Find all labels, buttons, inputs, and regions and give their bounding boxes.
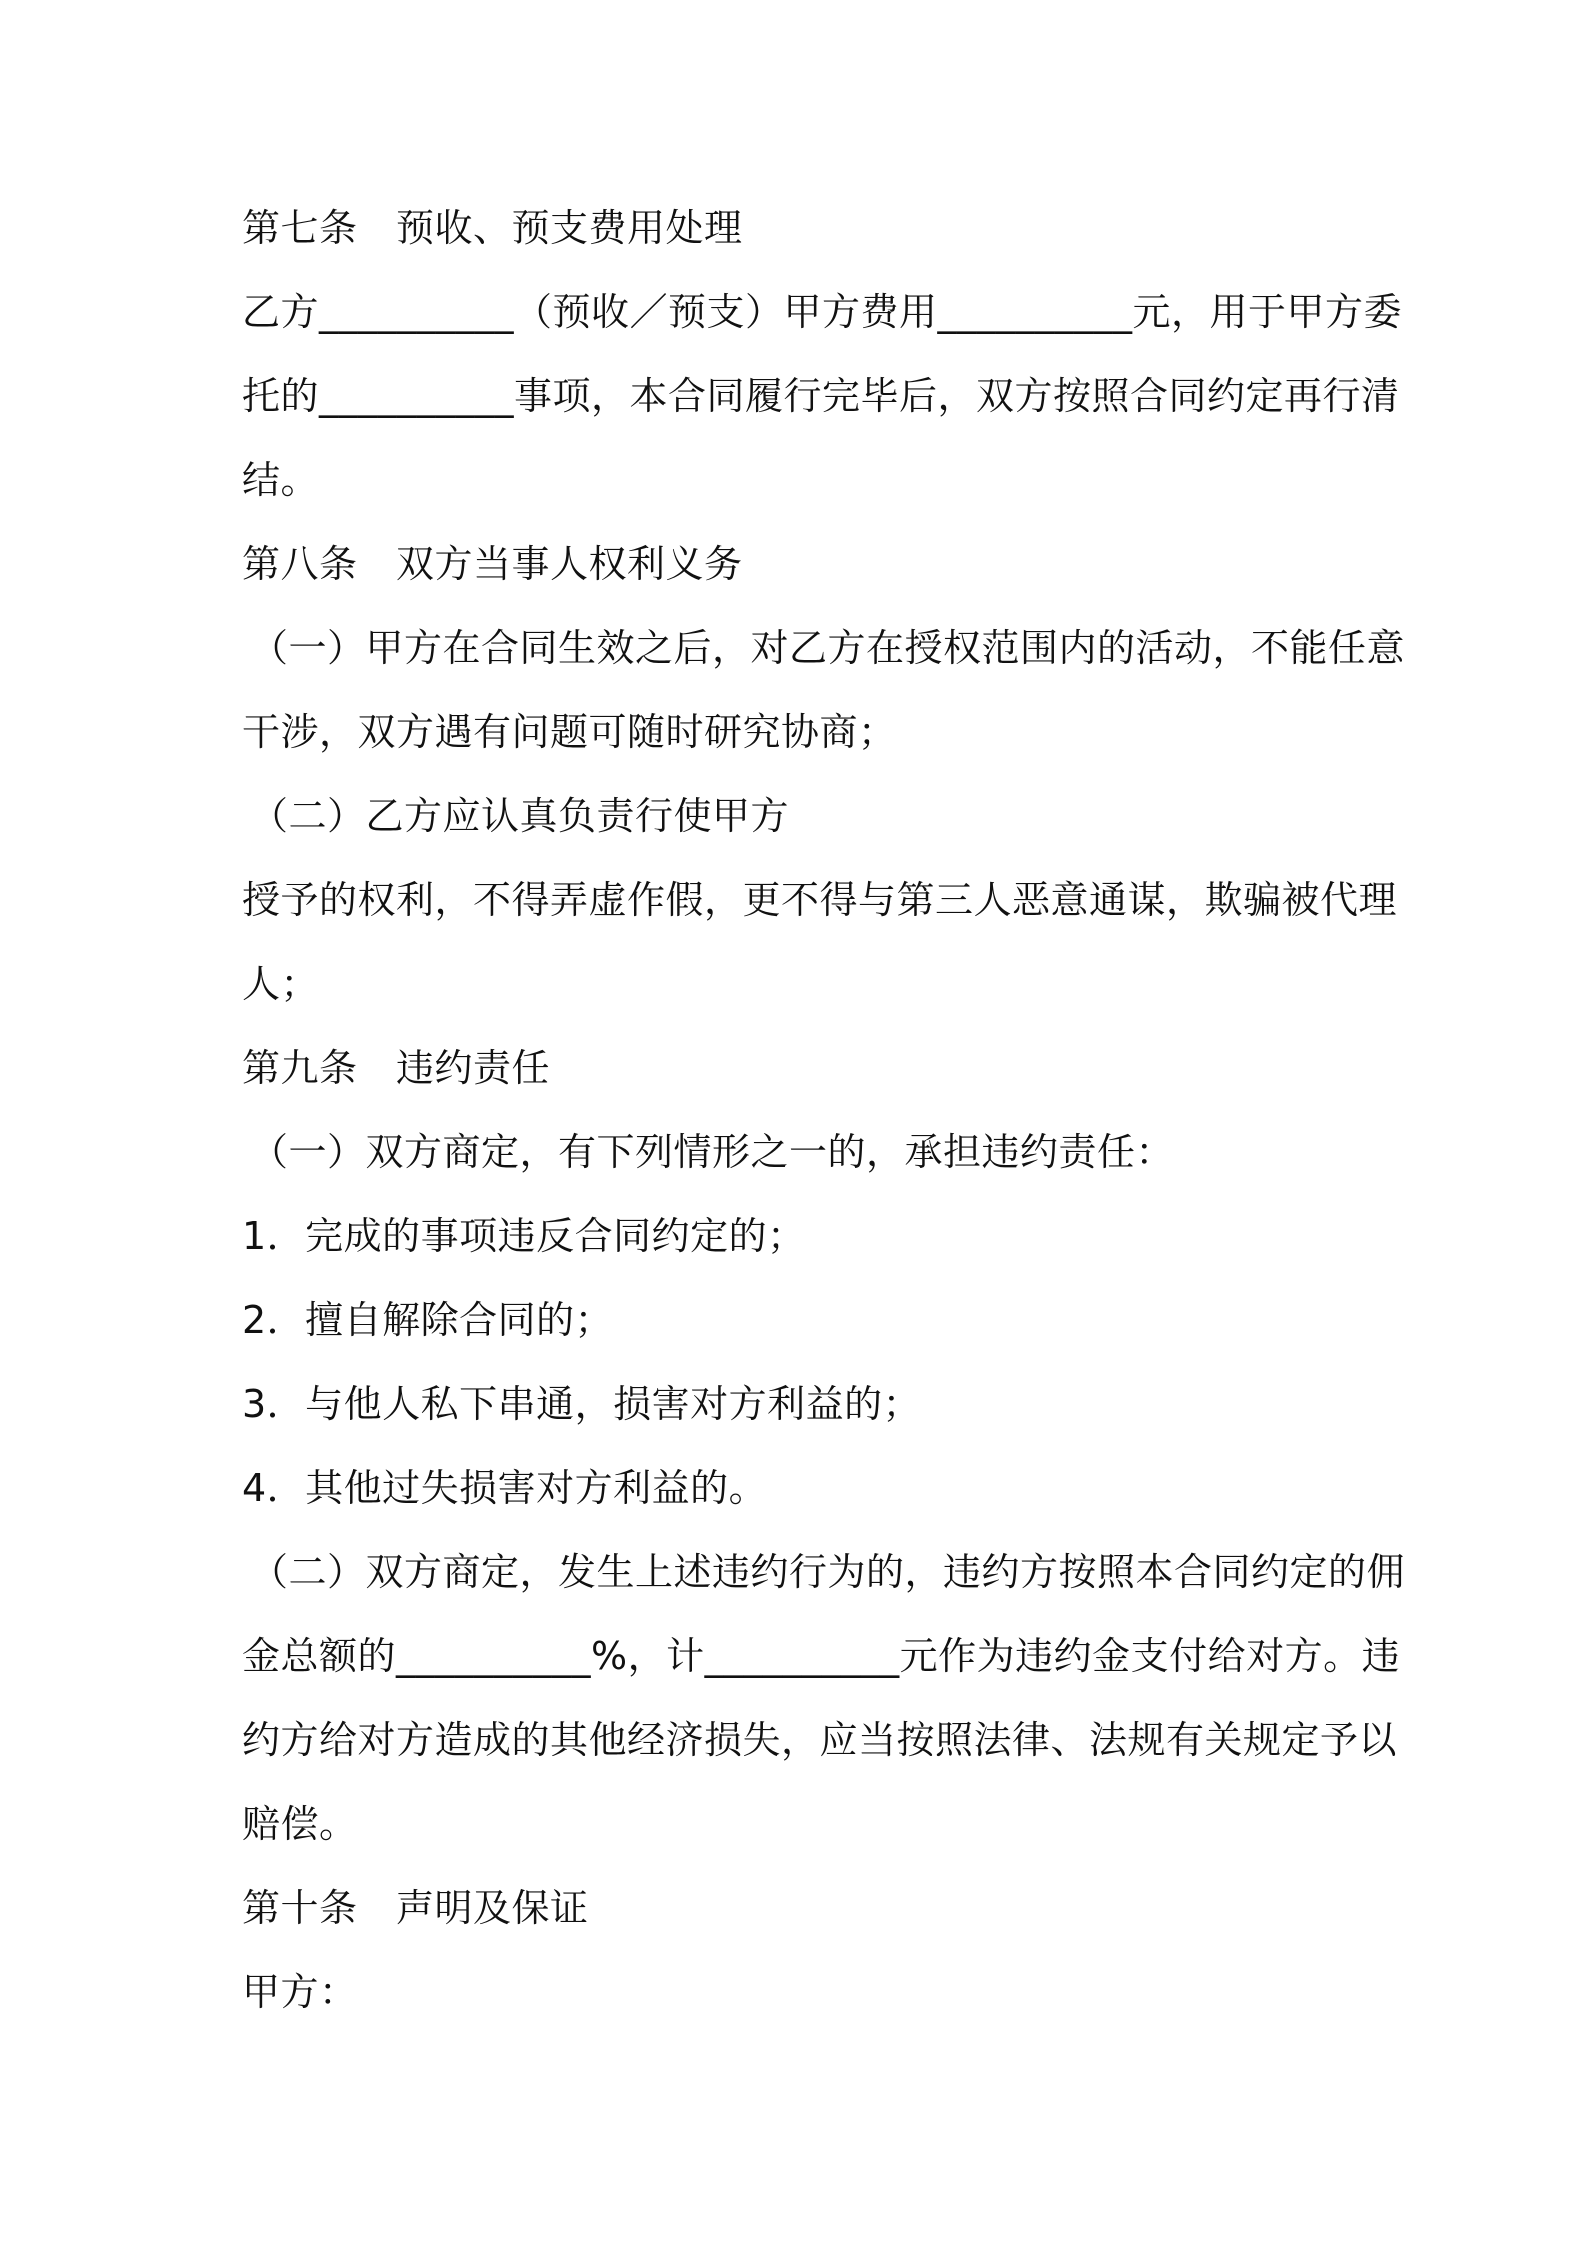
article-9-subitem-4: 4．其他过失损害对方利益的。 bbox=[242, 1466, 768, 1510]
article-8-item-2-line-2: 授予的权利，不得弄虚作假，更不得与第三人恶意通谋，欺骗被代理 bbox=[242, 878, 1398, 922]
article-9-item-2-line-1: （二）双方商定，发生上述违约行为的，违约方按照本合同约定的佣 bbox=[250, 1550, 1406, 1594]
article-9-item-2-line-4: 赔偿。 bbox=[242, 1802, 358, 1846]
article-8-heading: 第八条 双方当事人权利义务 bbox=[242, 542, 743, 586]
article-10-heading: 第十条 声明及保证 bbox=[242, 1886, 589, 1930]
article-9-subitem-2: 2．擅自解除合同的； bbox=[242, 1298, 614, 1342]
article-8-item-1-line-1: （一）甲方在合同生效之后，对乙方在授权范围内的活动，不能任意 bbox=[250, 626, 1406, 670]
article-8-item-2-line-3: 人； bbox=[242, 962, 320, 1006]
article-7-text-line-1: 乙方__________（预收／预支）甲方费用__________元，用于甲方委 bbox=[242, 290, 1403, 334]
article-7-heading: 第七条 预收、预支费用处理 bbox=[242, 206, 743, 250]
article-9-subitem-1: 1．完成的事项违反合同约定的； bbox=[242, 1214, 806, 1258]
article-8-item-2-line-1: （二）乙方应认真负责行使甲方 bbox=[250, 794, 790, 838]
article-9-subitem-3: 3．与他人私下串通，损害对方利益的； bbox=[242, 1382, 922, 1426]
article-9-item-2-line-2: 金总额的__________%，计__________元作为违约金支付给对方。违 bbox=[242, 1634, 1401, 1678]
article-8-item-1-line-2: 干涉，双方遇有问题可随时研究协商； bbox=[242, 710, 897, 754]
article-7-text-line-3: 结。 bbox=[242, 458, 320, 502]
article-9-item-2-line-3: 约方给对方造成的其他经济损失，应当按照法律、法规有关规定予以 bbox=[242, 1718, 1398, 1762]
article-7-text-line-2: 托的__________事项，本合同履行完毕后，双方按照合同约定再行清 bbox=[242, 374, 1400, 418]
party-a-label: 甲方： bbox=[242, 1970, 358, 2014]
article-9-heading: 第九条 违约责任 bbox=[242, 1046, 551, 1090]
article-9-item-1: （一）双方商定，有下列情形之一的，承担违约责任： bbox=[250, 1130, 1175, 1174]
